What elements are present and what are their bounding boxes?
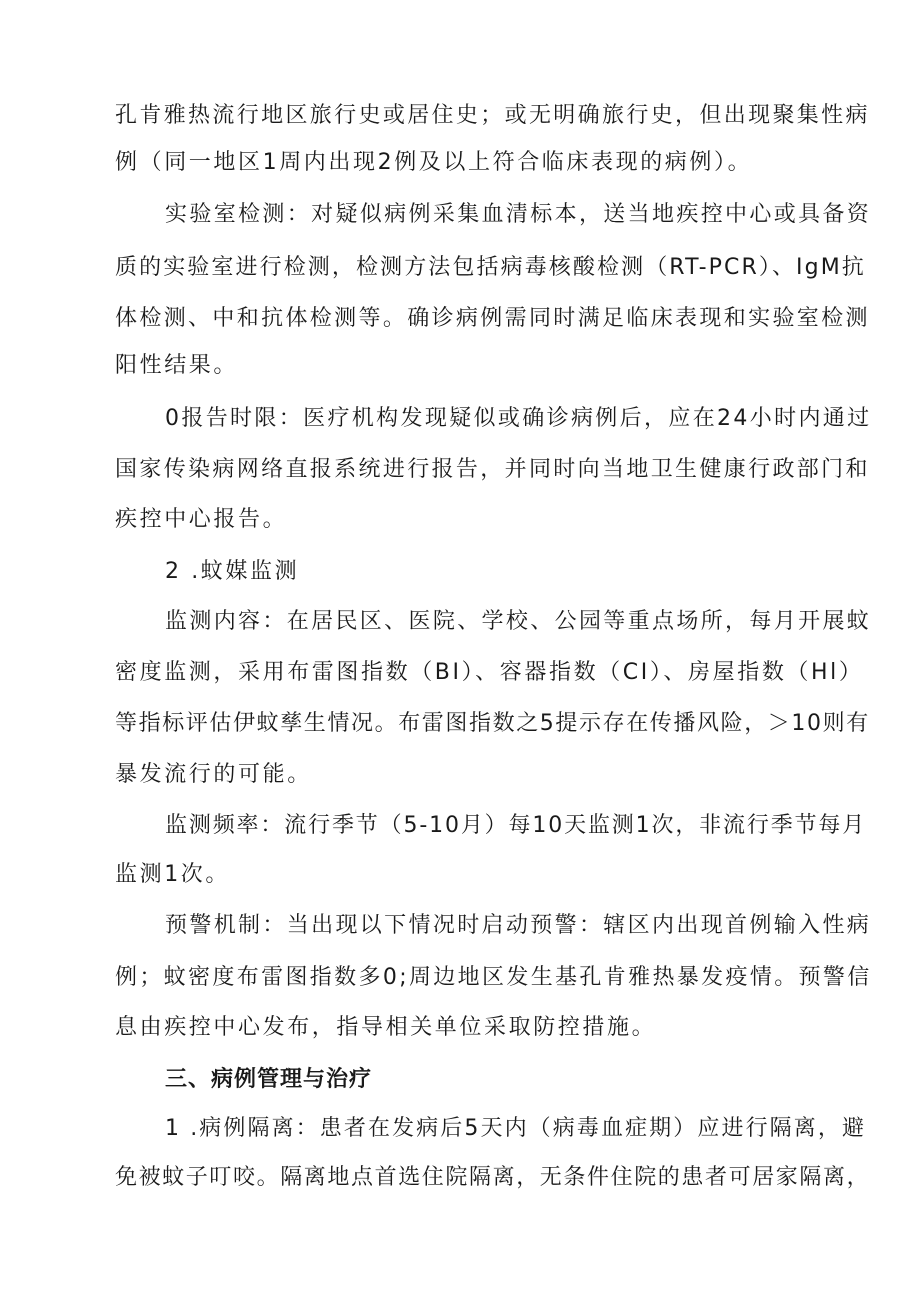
body-text-line: 例；蚊密度布雷图指数多0;周边地区发生基孔肯雅热暴发疫情。预警信 — [115, 965, 872, 990]
body-text-line: 暴发流行的可能。 — [115, 762, 312, 787]
body-text-line: 疾控中心报告。 — [115, 507, 288, 532]
body-text-line: 例（同一地区1周内出现2例及以上符合临床表现的病例）。 — [115, 150, 753, 175]
section-subheading: 2 .蚊媒监测 — [165, 559, 300, 584]
paragraph-first-line: 0报告时限：医疗机构发现疑似或确诊病例后，应在24小时内通过 — [165, 406, 872, 431]
body-text-line: 国家传染病网络直报系统进行报告，并同时向当地卫生健康行政部门和 — [115, 457, 870, 482]
paragraph-first-line: 1 .病例隔离：患者在发病后5天内（病毒血症期）应进行隔离，避 — [165, 1116, 867, 1141]
body-text-line: 监测1次。 — [115, 862, 230, 887]
body-text-line: 等指标评估伊蚊孳生情况。布雷图指数之5提示存在传播风险，＞10则有 — [115, 711, 870, 736]
paragraph-first-line: 监测频率：流行季节（5-10月）每10天监测1次，非流行季节每月 — [165, 813, 867, 838]
body-text-line: 质的实验室进行检测，检测方法包括病毒核酸检测（RT-PCR）、IgM抗 — [115, 255, 866, 280]
paragraph-first-line: 监测内容：在居民区、医院、学校、公园等重点场所，每月开展蚊 — [165, 609, 872, 634]
body-text-line: 体检测、中和抗体检测等。确诊病例需同时满足临床表现和实验室检测 — [115, 306, 870, 331]
paragraph-first-line: 实验室检测：对疑似病例采集血清标本，送当地疾控中心或具备资 — [165, 202, 872, 227]
body-text-line: 阳性结果。 — [115, 353, 239, 378]
body-text-line: 息由疾控中心发布，指导相关单位采取防控措施。 — [115, 1015, 657, 1040]
section-heading: 三、病例管理与治疗 — [165, 1067, 373, 1092]
body-text-line: 免被蚊子叮咬。隔离地点首选住院隔离，无条件住院的患者可居家隔离， — [115, 1165, 871, 1190]
paragraph-first-line: 预警机制：当出现以下情况时启动预警：辖区内出现首例输入性病 — [165, 913, 872, 938]
body-text-line: 孔肯雅热流行地区旅行史或居住史；或无明确旅行史，但出现聚集性病 — [115, 103, 870, 128]
body-text-line: 密度监测，采用布雷图指数（BI）、容器指数（CI）、房屋指数（Hl） — [115, 660, 864, 685]
